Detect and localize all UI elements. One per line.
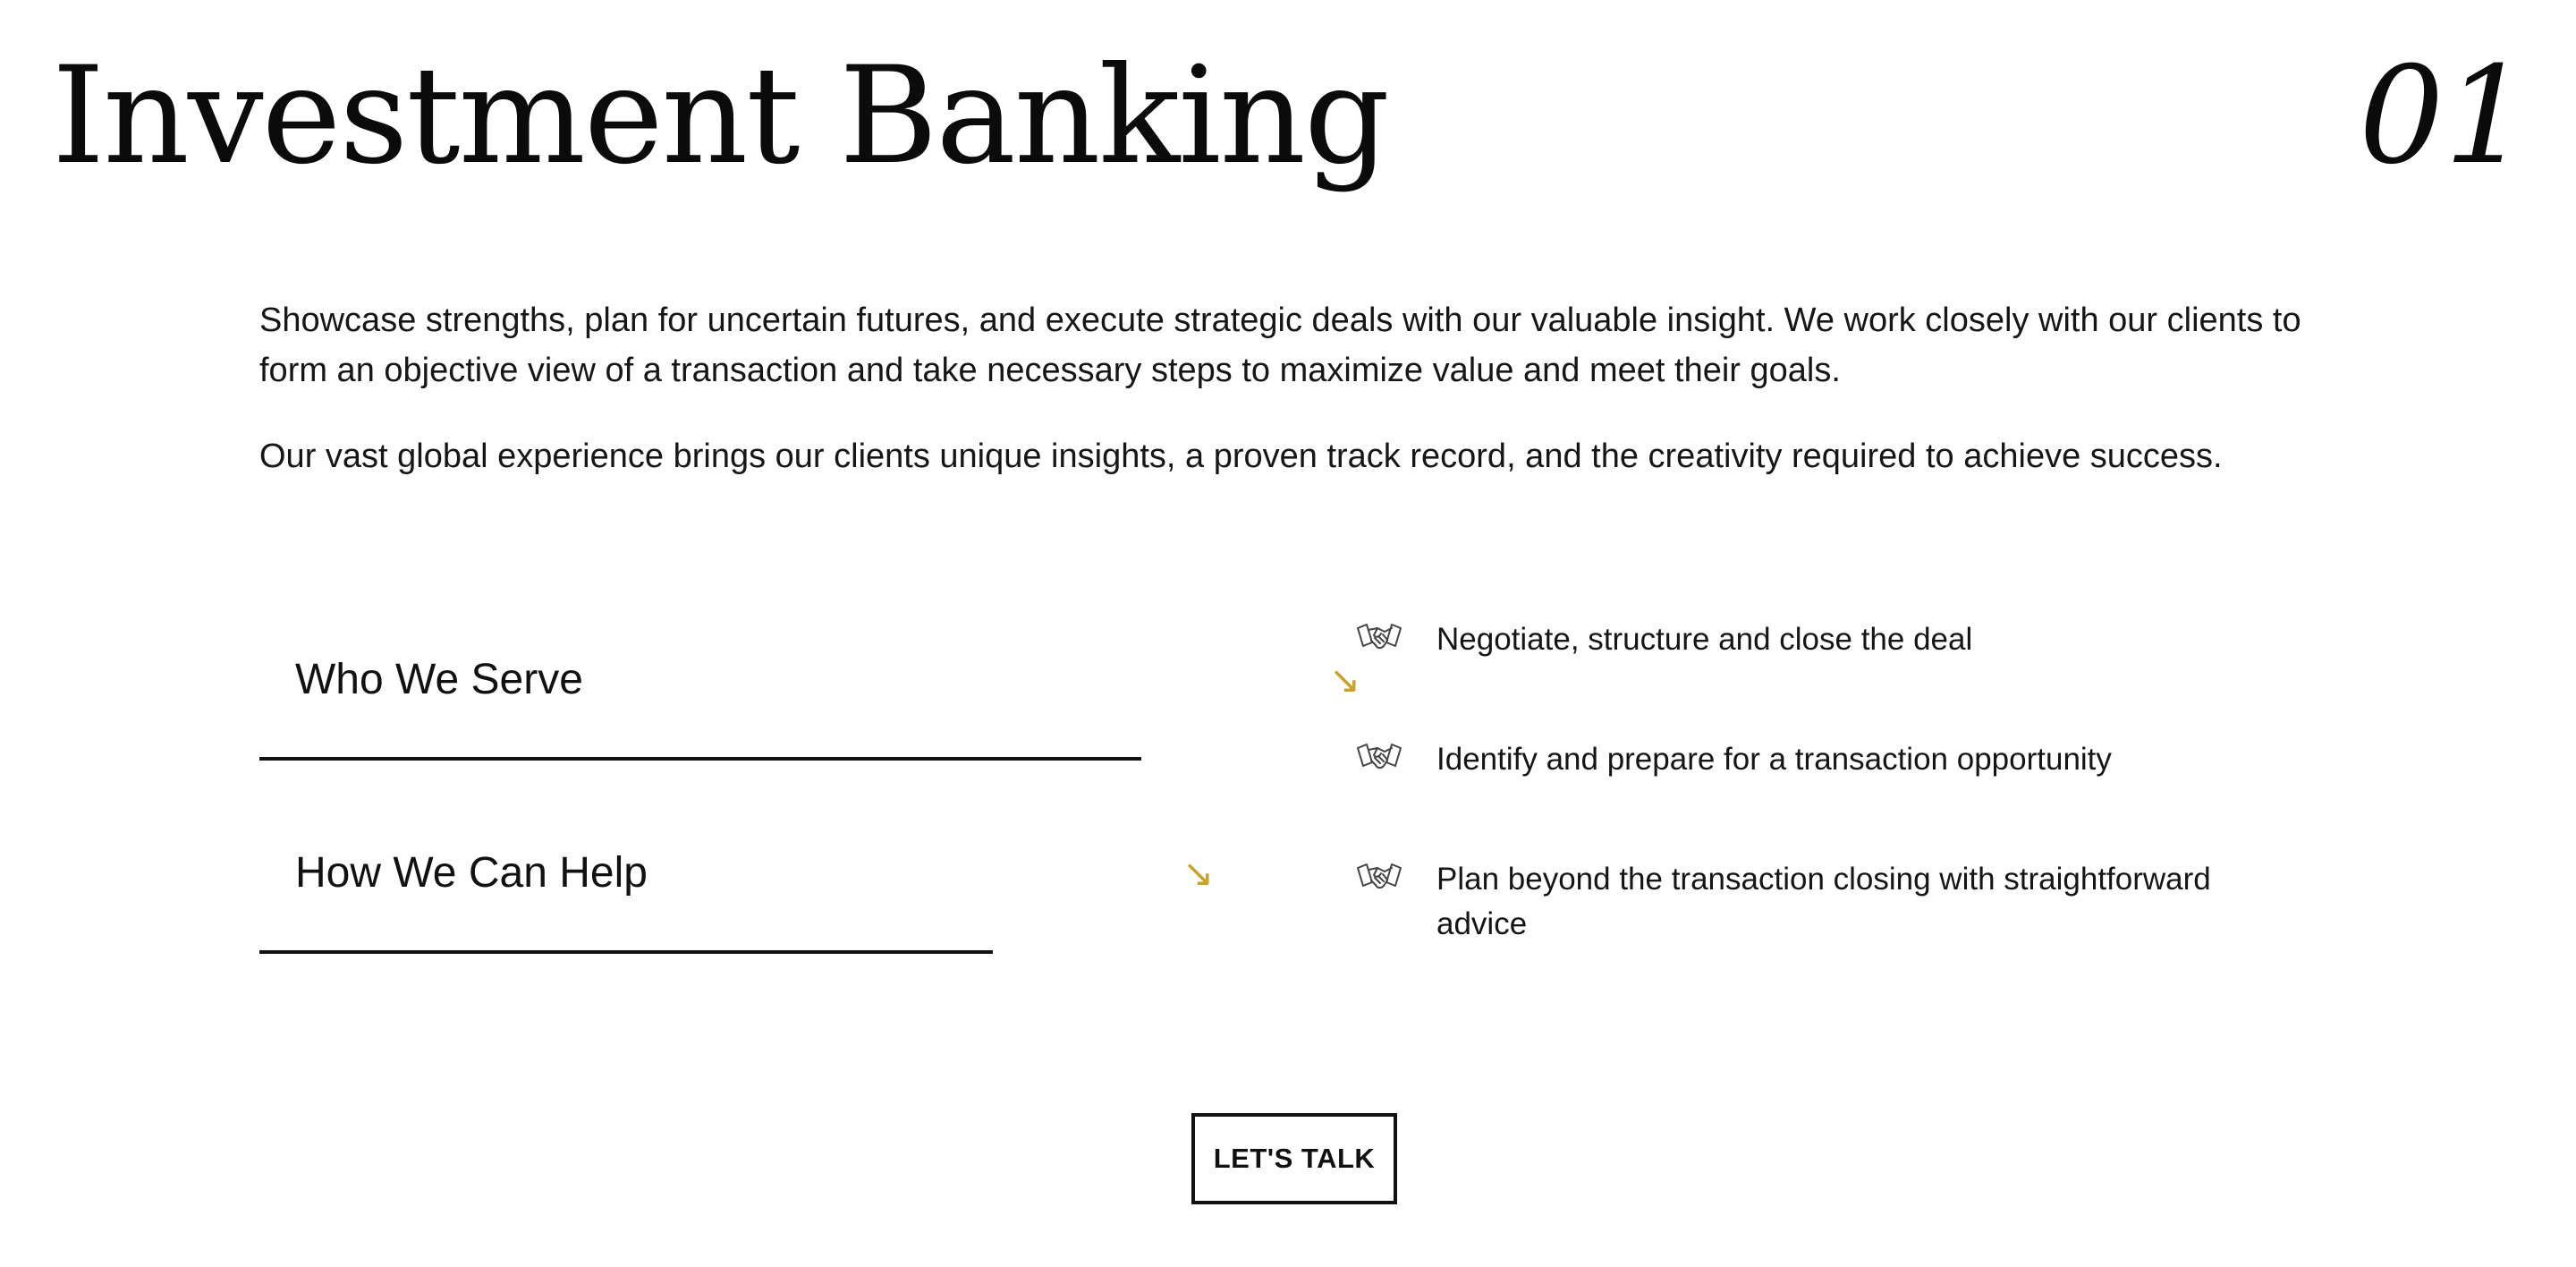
lets-talk-button[interactable]: LET'S TALK (1191, 1113, 1397, 1204)
list-item (1356, 737, 2340, 857)
arrow-down-right-icon: ↘ (1182, 851, 1215, 895)
accordion-label: How We Can Help (295, 849, 648, 897)
who-we-serve-accordion[interactable] (259, 564, 1361, 761)
handshake-icon (1356, 741, 1402, 777)
list-item (1356, 617, 2340, 737)
intro-paragraph: Showcase strengths, plan for uncertain futures, and execute strategic deals with our valuable insight. We work closely with our clients to form an objective view of a transaction and take necessary steps to maximize value and meet their goals. (259, 302, 2301, 389)
handshake-icon (1356, 861, 1402, 897)
benefit-text: Plan beyond the transaction closing with straightforward advice (1436, 862, 2211, 941)
section-number: 01 (2359, 38, 2529, 194)
page-title: Investment Banking (52, 38, 1388, 194)
how-we-can-help-accordion[interactable] (259, 757, 1215, 954)
intro-text (259, 295, 2343, 481)
benefits-list (1356, 617, 2340, 977)
handshake-icon (1356, 621, 1402, 657)
accordion-label: Who We Serve (295, 656, 583, 703)
divider (259, 950, 993, 954)
list-item (1356, 857, 2340, 977)
benefit-text: Negotiate, structure and close the deal (1436, 622, 1973, 657)
intro-paragraph: Our vast global experience brings our clients unique insights, a proven track record, and the creativity required to achieve success. (259, 438, 2223, 475)
benefit-text: Identify and prepare for a transaction opportunity (1436, 742, 2112, 777)
arrow-down-right-icon: ↘ (1329, 658, 1361, 702)
